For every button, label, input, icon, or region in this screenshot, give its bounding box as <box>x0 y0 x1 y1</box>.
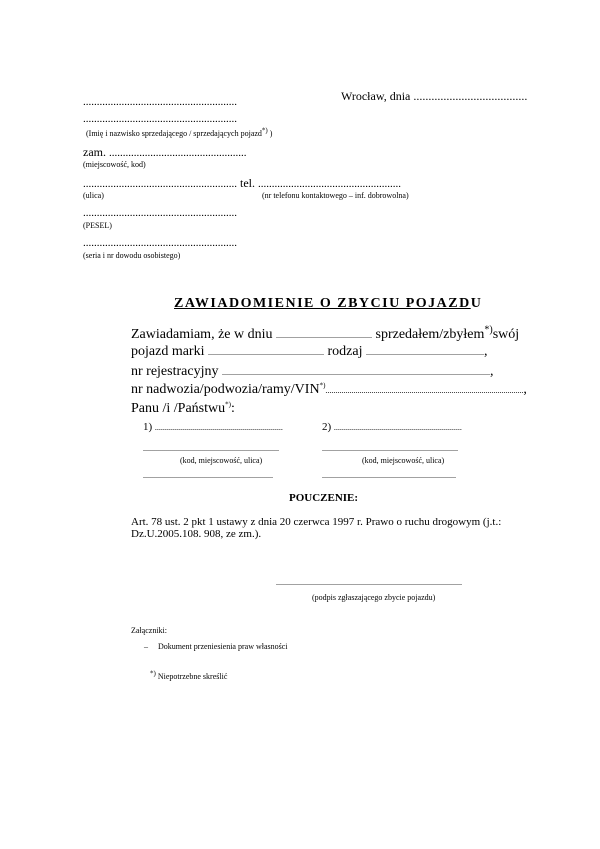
own-text: swój <box>492 327 520 342</box>
sale-date-line <box>131 324 520 343</box>
registration-comma: , <box>489 364 494 379</box>
vin-comma: , <box>523 382 527 397</box>
buyer-2-street-dots: ................................................................... <box>322 471 456 480</box>
make-line-comma: , <box>483 344 488 359</box>
id-label: (seria i nr dowodu osobistego) <box>83 251 181 260</box>
make-dots: .......................................................... <box>207 348 324 357</box>
buyer-1-line <box>143 421 283 433</box>
pouczenie-line-1: Art. 78 ust. 2 pkt 1 ustawy z dnia 20 czerwca 1997 r. Prawo o ruchu drogowym (j.t.: <box>131 516 502 528</box>
attachments-heading: Załączniki: <box>131 626 167 635</box>
seller-name-footnote-mark: *) <box>261 126 268 135</box>
pouczenie-heading: POUCZENIE: <box>289 492 359 504</box>
type-dots: ........................................................... <box>365 348 484 357</box>
seller-name-label-text: (Imię i nazwisko sprzedającego / sprzedających pojazd <box>86 129 262 138</box>
document-title-text: ZAWIADOMIENIE O ZBYCIU POJAZD <box>174 296 471 311</box>
signature-label: (podpis zgłaszającego zbycie pojazdu) <box>312 593 436 602</box>
signature-dots: ............................................................................................. <box>276 578 462 587</box>
id-dots: ........................................................ <box>83 237 237 249</box>
tel-dots: .................................................... <box>258 178 401 190</box>
seller-address-line <box>83 145 247 160</box>
vin-prefix: nr nadwozia/podwozia/ramy/VIN <box>131 382 320 397</box>
seller-name-label-end: ) <box>267 129 273 138</box>
sale-date-dots: ................................................ <box>276 331 373 340</box>
buyer-1-address-label: (kod, miejscowość, ulica) <box>180 456 263 465</box>
zam-dots: .................................................. <box>109 147 247 159</box>
vin-line <box>131 382 527 398</box>
buyer-2-address-dots: .................................................................... <box>322 444 458 453</box>
footnote-mark: *) <box>150 669 156 678</box>
buyer-1-dots: ................................................................ <box>154 423 283 432</box>
attachment-dash: – <box>144 642 148 651</box>
attachment-item <box>144 642 288 651</box>
document-title <box>174 296 482 312</box>
city-date-line: Wrocław, dnia ...................................... <box>341 89 528 103</box>
seller-name-dots: ........................................................ <box>83 113 237 125</box>
vin-footnote-mark: *) <box>319 381 326 390</box>
street-tel-line <box>83 176 401 191</box>
street-dots: ........................................................ <box>83 178 237 190</box>
registration-dots: ...................................................................................................................................... <box>221 368 490 377</box>
buyer-2-dots: ................................................................ <box>333 423 462 432</box>
buyer-2-line <box>322 421 462 433</box>
pesel-dots: ........................................................ <box>83 207 237 219</box>
make-prefix: pojazd marki <box>131 344 208 359</box>
buyer-intro-text: Panu /i /Państwu <box>131 401 226 416</box>
attachment-item-text: Dokument przeniesienia praw własności <box>158 642 288 651</box>
footnote-text: Niepotrzebne skreślić <box>155 672 228 681</box>
document-title-last-letter: U <box>470 296 483 311</box>
buyer-intro-line <box>131 401 235 417</box>
vehicle-make-line <box>131 344 487 360</box>
pouczenie-line-2: Dz.U.2005.108. 908, ze zm.). <box>131 528 262 540</box>
sold-footnote-mark: *) <box>484 324 493 336</box>
registration-line <box>131 364 493 380</box>
buyer-intro-footnote-mark: *) <box>225 400 231 409</box>
seller-name-label <box>86 126 273 138</box>
sale-date-prefix: Zawiadamiam, że w dniu <box>131 327 277 342</box>
vin-dots: ................................................................................................... <box>325 386 524 395</box>
type-prefix: rodzaj <box>323 344 366 359</box>
tel-label: (nr telefonu kontaktowego – inf. dobrowolna) <box>262 191 409 200</box>
pesel-label: (PESEL) <box>83 221 112 230</box>
sold-text: sprzedałem/zbyłem <box>372 327 485 342</box>
buyer-1-address-dots: .................................................................... <box>143 444 279 453</box>
street-label: (ulica) <box>83 191 104 200</box>
buyer-intro-colon: : <box>230 401 235 416</box>
buyer-1-number: 1) <box>143 421 155 433</box>
registration-prefix: nr rejestracyjny <box>131 364 222 379</box>
footnote <box>150 669 228 681</box>
tel-prefix: tel. <box>237 176 258 190</box>
buyer-1-street-dots: ................................................................. <box>143 471 273 480</box>
buyer-2-address-label: (kod, miejscowość, ulica) <box>362 456 445 465</box>
buyer-2-number: 2) <box>322 421 334 433</box>
city-label: (miejscowość, kod) <box>83 160 146 169</box>
zam-prefix: zam. <box>83 145 109 159</box>
top-dotted-line: ........................................................ <box>83 96 237 108</box>
